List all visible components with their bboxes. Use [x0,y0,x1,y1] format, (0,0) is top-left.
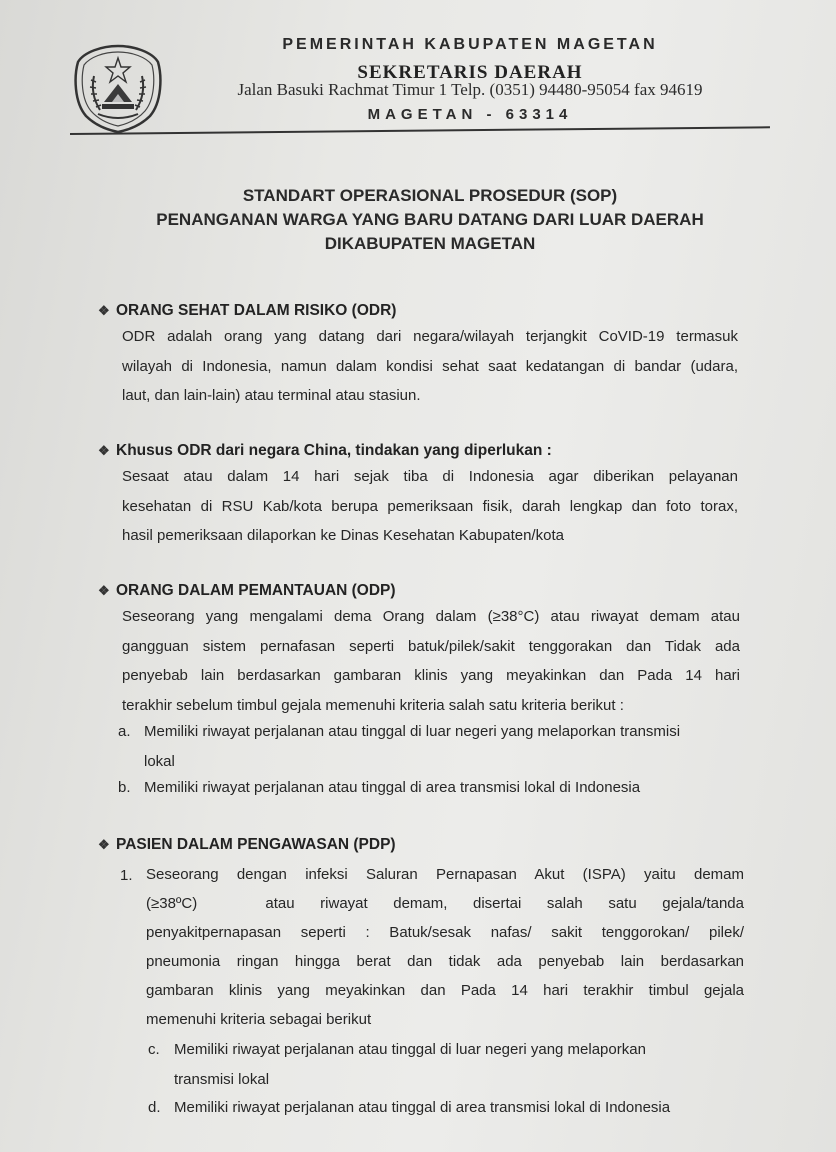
body-line: terakhir sebelum timbul gejala memenuhi kriteria salah satu kriteria berikut : [122,696,624,714]
list-item-line: lokal [144,753,175,770]
body-line: wilayah di Indonesia, namun dalam kondisi sehat saat kedatangan di bandar (udara, [122,357,738,375]
body-line: (≥38ºC) atau riwayat demam, disertai salah satu gejala/tanda [146,895,744,912]
list-marker: 1. [120,867,133,884]
document-title-line-2: PENANGANAN WARGA YANG BARU DATANG DARI LUAR DAERAH [156,210,704,229]
list-item-line: Memiliki riwayat perjalanan atau tinggal di area transmisi lokal di Indonesia [144,779,641,796]
body-line: penyebab lain berdasarkan gambaran klinis yang meyakinkan dan Pada 14 hari [122,667,740,684]
section-heading-odr [98,302,396,320]
section-heading-text: ORANG SEHAT DALAM RISIKO (ODR) [116,302,397,319]
list-item-b [118,774,744,802]
body-line: ODR adalah orang yang datang dari negara/wilayah terjangkit CoVID-19 termasuk [122,328,738,345]
diamond-bullet-icon: ❖ [98,443,110,458]
document-title-line-3: DIKABUPATEN MAGETAN [324,234,536,253]
diamond-bullet-icon: ❖ [98,583,110,598]
government-name: PEMERINTAH KABUPATEN MAGETAN [282,36,658,53]
body-line: hasil pemeriksaan dilaporkan ke Dinas Kesehatan Kabupaten/kota [122,527,564,544]
section-heading-text: Khusus ODR dari negara China, tindakan yang diperlukan : [116,442,552,459]
section-heading-text: PASIEN DALAM PENGAWASAN (PDP) [116,836,396,853]
body-line: Seseorang dengan infeksi Saluran Pernapasan Akut (ISPA) yaitu demam [146,866,744,883]
list-item-c [148,1036,748,1094]
section-body-pdp [146,860,744,1034]
body-line: gambaran klinis yang meyakinkan dan Pada 14 hari terakhir timbul gejala [146,982,744,999]
diamond-bullet-icon: ❖ [98,837,110,852]
numbered-marker-1 [120,862,146,890]
body-line: laut, dan lain-lain) atau terminal atau stasiun. [122,387,421,404]
list-marker: a. [118,723,131,740]
section-heading-china [98,442,552,460]
section-heading-odp [98,582,396,600]
list-item-line: transmisi lokal [174,1071,270,1088]
office-address: Jalan Basuki Rachmat Timur 1 Telp. (0351) 94480-95054 fax 94619 [237,80,703,99]
list-marker: b. [118,779,131,796]
document-title-line-1: STANDART OPERASIONAL PROSEDUR (SOP) [242,186,618,205]
list-item-line: Memiliki riwayat perjalanan atau tinggal di area transmisi lokal di Indonesia [174,1099,671,1116]
body-line: kesehatan di RSU Kab/kota berupa pemeriksaan fisik, darah lengkap dan foto torax, [122,497,738,515]
office-name: SEKRETARIS DAERAH [357,62,583,83]
body-line: gangguan sistem pernafasan seperti batuk/pilek/sakit tenggorakan dan Tidak ada [122,637,740,655]
office-city: MAGETAN - 63314 [367,106,573,123]
section-body-odr [122,322,738,411]
body-line: penyakitpernapasan seperti : Batuk/sesak nafas/ sakit tenggorokan/ pilek/ [146,924,744,941]
list-item-a [118,718,744,776]
body-line: Seseorang yang mengalami dema Orang dalam (≥38°C) atau riwayat demam atau [122,608,740,625]
section-heading-text: ORANG DALAM PEMANTAUAN (ODP) [116,582,396,599]
section-heading-pdp [98,836,396,854]
body-line: Sesaat atau dalam 14 hari sejak tiba di Indonesia agar diberikan pelayanan [122,468,738,485]
list-item-line: Memiliki riwayat perjalanan atau tinggal di luar negeri yang melaporkan [174,1041,646,1058]
list-item-line: Memiliki riwayat perjalanan atau tinggal di luar negeri yang melaporkan transmisi [144,723,681,740]
list-item-d [148,1094,748,1122]
body-line: pneumonia ringan hingga berat dan tidak ada penyebab lain berdasarkan [146,953,744,970]
list-marker: d. [148,1099,161,1116]
list-marker: c. [148,1041,160,1058]
section-body-china [122,462,738,551]
section-body-odp [122,602,740,720]
diamond-bullet-icon: ❖ [98,303,110,318]
letterhead-divider [70,126,770,135]
regency-emblem-icon [72,42,164,134]
body-line: memenuhi kriteria sebagai berikut [146,1011,372,1028]
